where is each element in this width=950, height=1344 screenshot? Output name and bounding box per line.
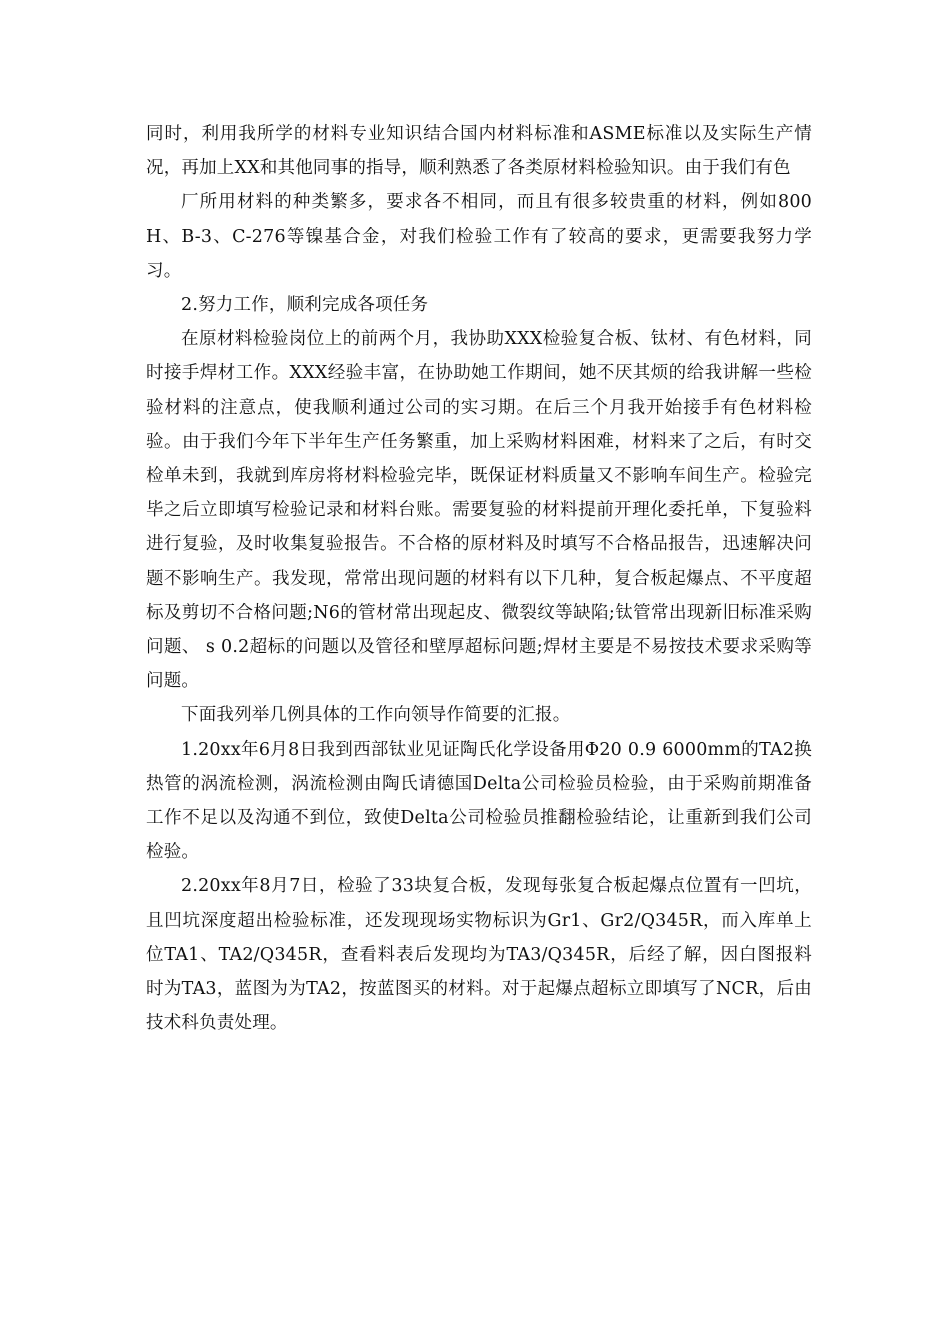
document-body <box>146 117 812 1040</box>
paragraph-case-1: 1.20xx年6月8日我到西部钛业见证陶氏化学设备用Φ20 0.9 6000mm的TA2换热管的涡流检测，涡流检测由陶氏请德国Delta公司检验员检验，由于采购前期准备工作不足以及沟通不到位，致使Delta公司检验员推翻检验结论，让重新到我们公司检验。 <box>146 739 812 863</box>
paragraph-material-knowledge: 同时，利用我所学的材料专业知识结合国内材料标准和ASME标准以及实际生产情况，再加上XX和其他同事的指导，顺利熟悉了各类原材料检验知识。由于我们有色 <box>146 124 812 179</box>
paragraph-nickel-alloys: 厂所用材料的种类繁多，要求各不相同，而且有很多较贵重的材料，例如800H、B-3、C-276等镍基合金，对我们检验工作有了较高的要求，更需要我努力学习。 <box>146 192 812 281</box>
section-heading-work-tasks: 2.努力工作，顺利完成各项任务 <box>181 295 429 316</box>
paragraph-inspection-duties: 在原材料检验岗位上的前两个月，我协助XXX检验复合板、钛材、有色材料，同时接手焊材工作。XXX经验丰富，在协助她工作期间，她不厌其烦的给我讲解一些检验材料的注意点，使我顺利通过公司的实习期。在后三个月我开始接手有色材料检验。由于我们今年下半年生产任务繁重，加上采购材料困难，材料来了之后，有时交检单未到，我就到库房将材料检验完毕，既保证材料质量又不影响车间生产。检验完毕之后立即填写检验记录和材料台账。需要复验的材料提前开理化委托单，下复验料进行复验，及时收集复验报告。不合格的原材料及时填写不合格品报告，迅速解决问题不影响生产。我发现，常常出现问题的材料有以下几种，复合板起爆点、不平度超标及剪切不合格问题;N6的管材常出现起皮、微裂纹等缺陷;钛管常出现新旧标准采购问题、 s 0.2超标的问题以及管径和壁厚超标问题;焊材主要是不易按技术要求采购等问题。 <box>146 329 812 692</box>
paragraph-report-intro: 下面我列举几例具体的工作向领导作简要的汇报。 <box>181 705 571 726</box>
paragraph-case-2: 2.20xx年8月7日，检验了33块复合板，发现每张复合板起爆点位置有一凹坑，且凹坑深度超出检验标准，还发现现场实物标识为Gr1、Gr2/Q345R，而入库单上位TA1、TA2/Q345R，查看料表后发现均为TA3/Q345R，后经了解，因白图报料时为TA3，蓝图为为TA2，按蓝图买的材料。对于起爆点超标立即填写了NCR，后由技术科负责处理。 <box>146 876 812 1034</box>
